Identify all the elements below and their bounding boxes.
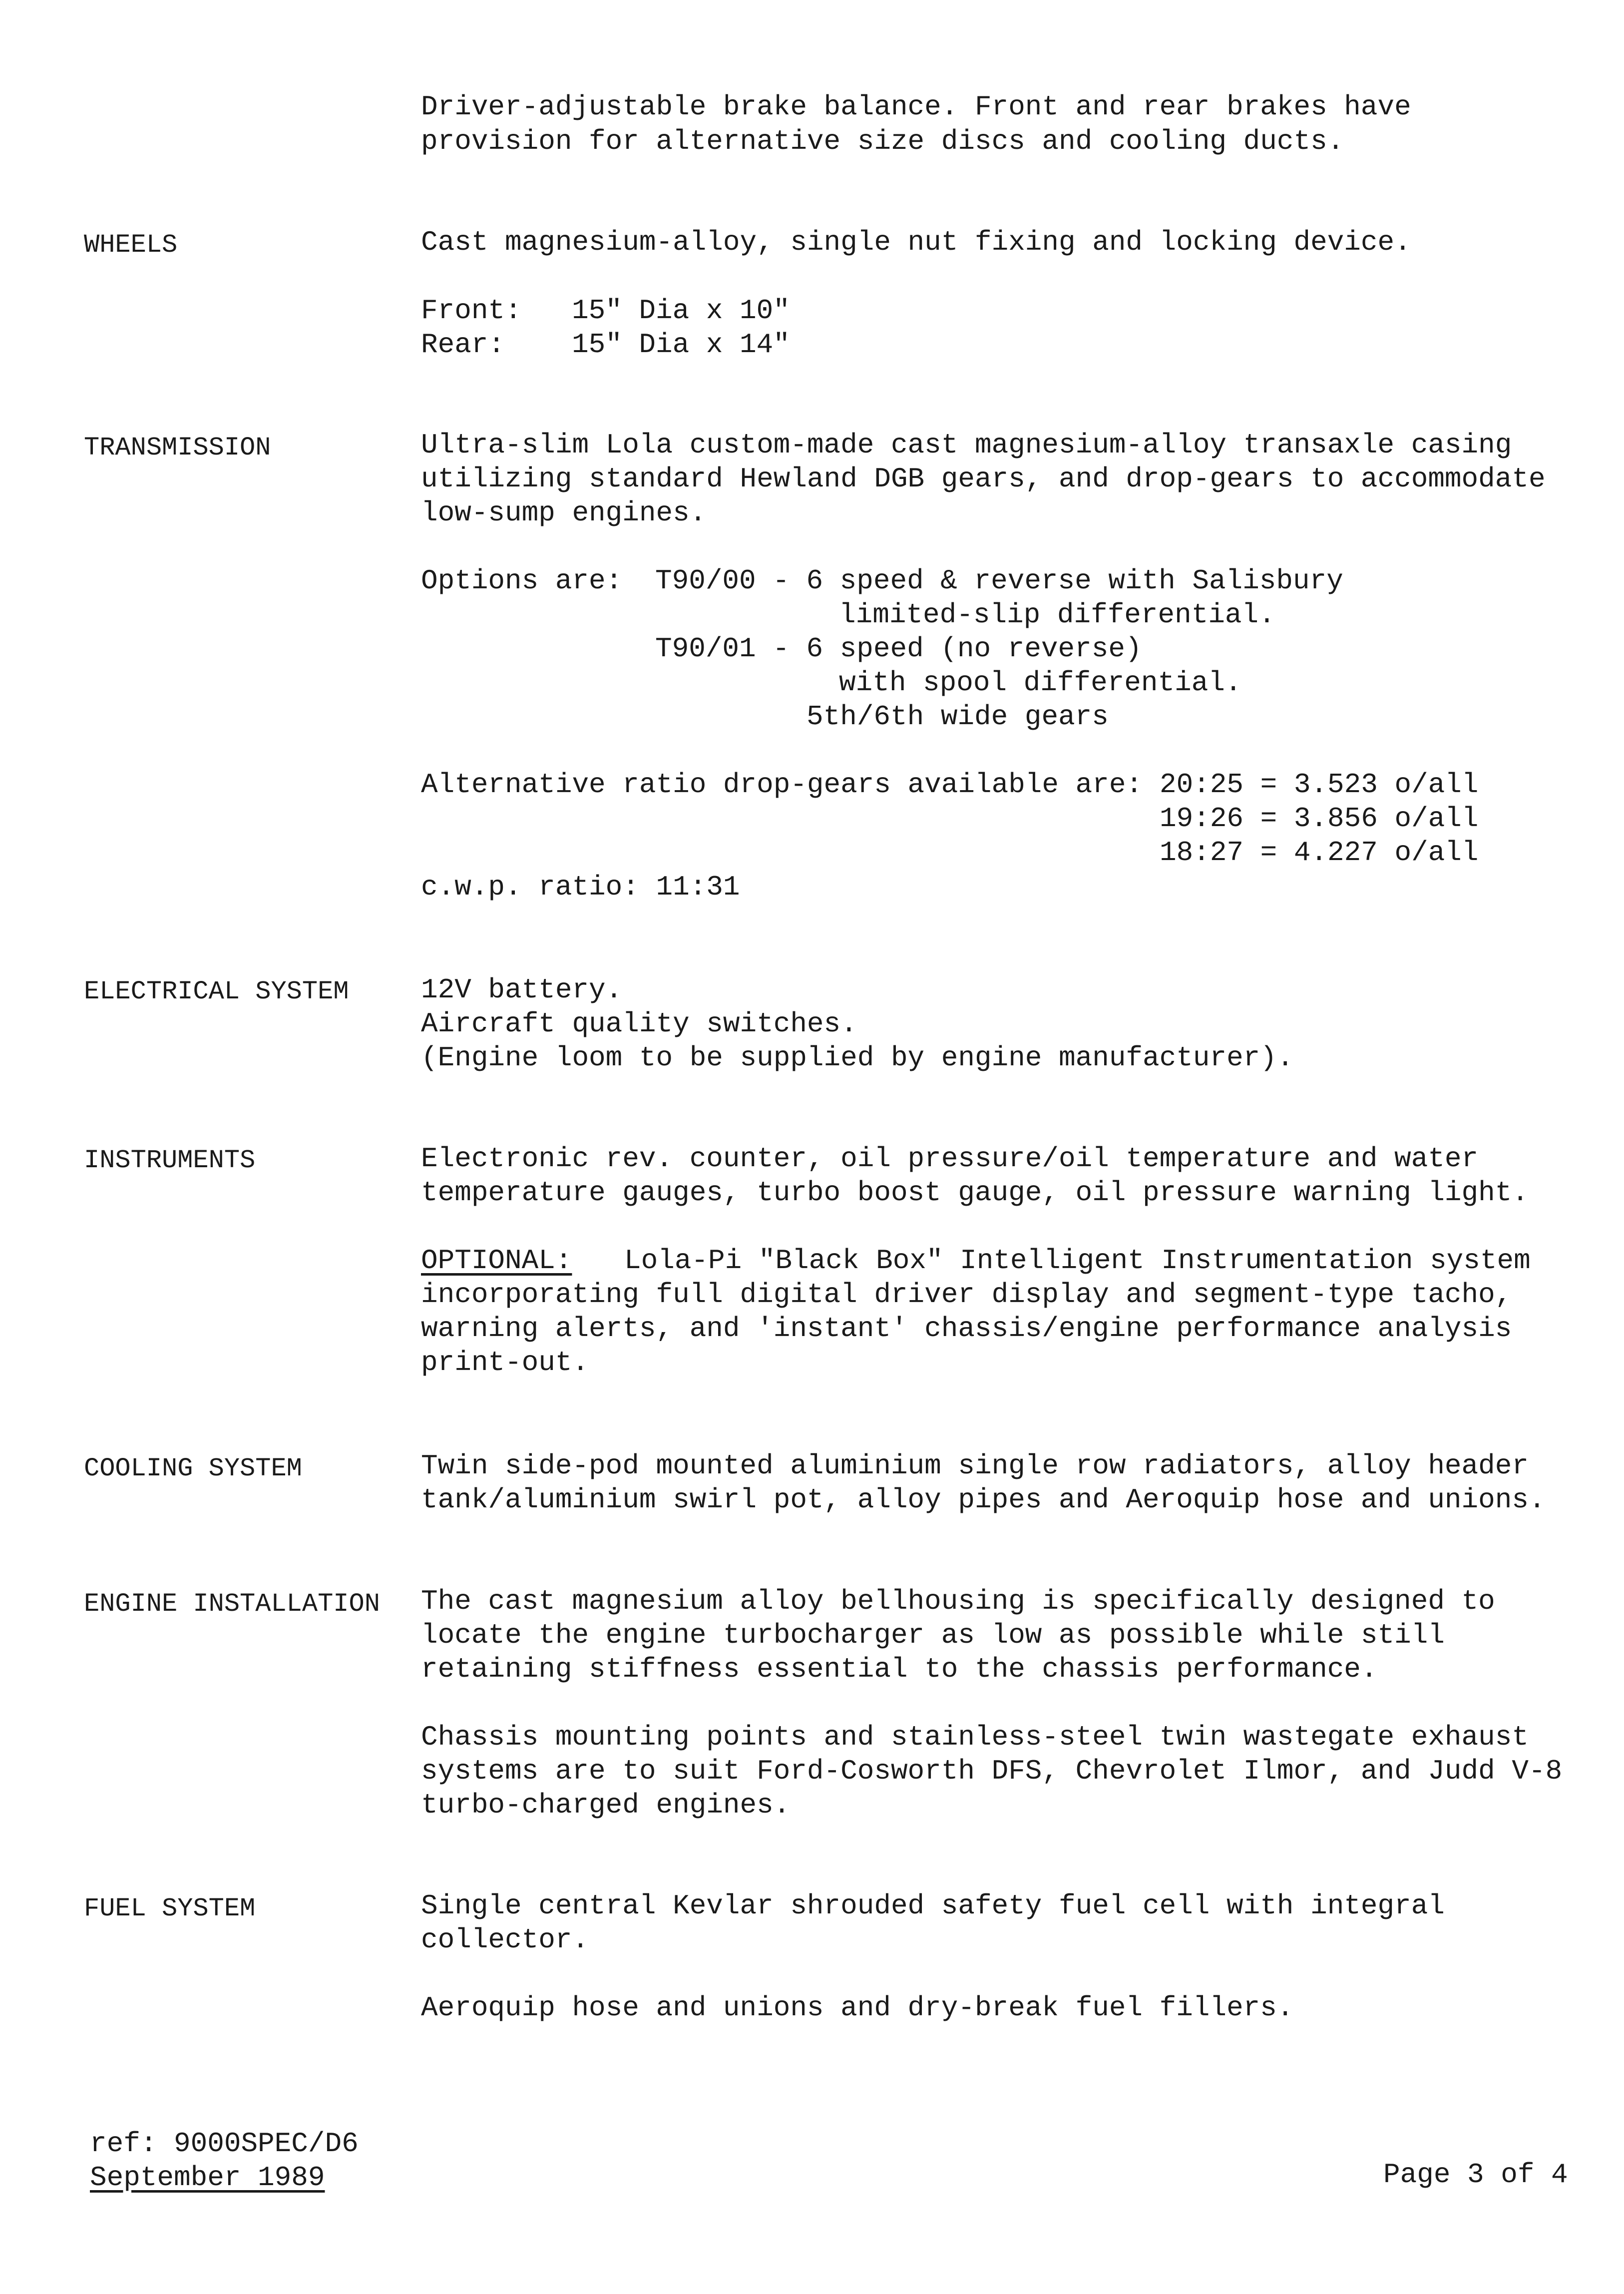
- transmission-option-1-cont: limited-slip differential.: [839, 599, 1275, 631]
- electrical-line-1: 12V battery.: [421, 974, 623, 1006]
- engine-line-6: turbo-charged engines.: [421, 1789, 791, 1821]
- instruments-optional-label: OPTIONAL:: [421, 1245, 572, 1277]
- cooling-line-2: tank/aluminium swirl pot, alloy pipes and Aeroquip hose and unions.: [421, 1484, 1546, 1516]
- transmission-option-2: T90/01 - 6 speed (no reverse): [655, 633, 1142, 665]
- wheels-description: Cast magnesium-alloy, single nut fixing and locking device.: [421, 226, 1411, 258]
- brakes-line-1: Driver-adjustable brake balance. Front and rear brakes have: [421, 91, 1411, 123]
- transmission-heading: TRANSMISSION: [84, 433, 271, 462]
- brakes-line-2: provision for alternative size discs and cooling ducts.: [421, 125, 1344, 157]
- cooling-line-1: Twin side-pod mounted aluminium single row radiators, alloy header: [421, 1450, 1529, 1482]
- fuel-line-3: Aeroquip hose and unions and dry-break fuel fillers.: [421, 1992, 1294, 2024]
- transmission-ratio-2: 19:26 = 3.856 o/all: [1160, 803, 1479, 835]
- transmission-cwp-ratio: c.w.p. ratio: 11:31: [421, 871, 740, 903]
- transmission-ratio-1: 20:25 = 3.523 o/all: [1160, 769, 1479, 801]
- instruments-heading: INSTRUMENTS: [84, 1146, 256, 1175]
- electrical-heading: ELECTRICAL SYSTEM: [84, 977, 349, 1006]
- transmission-option-2-cont: with spool differential.: [839, 667, 1242, 699]
- wheels-front-label: Front:: [421, 295, 522, 327]
- footer-page-number: Page 3 of 4: [1383, 2159, 1568, 2191]
- engine-heading: ENGINE INSTALLATION: [84, 1589, 380, 1619]
- instruments-optional-line-1: Lola-Pi "Black Box" Intelligent Instrumentation system: [624, 1245, 1531, 1277]
- engine-line-4: Chassis mounting points and stainless-steel twin wastegate exhaust: [421, 1721, 1529, 1753]
- engine-line-3: retaining stiffness essential to the chassis performance.: [421, 1653, 1378, 1685]
- instruments-line-2: temperature gauges, turbo boost gauge, oil pressure warning light.: [421, 1177, 1529, 1209]
- fuel-line-2: collector.: [421, 1924, 589, 1956]
- engine-line-2: locate the engine turbocharger as low as possible while still: [421, 1619, 1445, 1651]
- instruments-optional-line-2: incorporating full digital driver display and segment-type tacho,: [421, 1279, 1512, 1311]
- footer-date: September 1989: [90, 2162, 325, 2194]
- fuel-heading: FUEL SYSTEM: [84, 1894, 256, 1923]
- electrical-line-3: (Engine loom to be supplied by engine manufacturer).: [421, 1042, 1294, 1074]
- wheels-rear-value: 15" Dia x 14": [572, 329, 790, 361]
- transmission-line-3: low-sump engines.: [421, 497, 707, 529]
- wheels-rear-label: Rear:: [421, 329, 505, 361]
- wheels-heading: WHEELS: [84, 230, 178, 260]
- instruments-optional-line-4: print-out.: [421, 1347, 589, 1378]
- footer-ref: ref: 9000SPEC/D6: [90, 2128, 359, 2160]
- transmission-ratio-3: 18:27 = 4.227 o/all: [1160, 837, 1479, 869]
- transmission-line-2: utilizing standard Hewland DGB gears, and drop-gears to accommodate: [421, 463, 1546, 495]
- transmission-options-label: Options are:: [421, 565, 623, 597]
- transmission-wide-gears: 5th/6th wide gears: [807, 701, 1109, 733]
- instruments-optional-line-3: warning alerts, and 'instant' chassis/engine performance analysis: [421, 1313, 1512, 1345]
- transmission-ratio-label: Alternative ratio drop-gears available are:: [421, 769, 1143, 801]
- transmission-option-1: T90/00 - 6 speed & reverse with Salisbury: [655, 565, 1343, 597]
- electrical-line-2: Aircraft quality switches.: [421, 1008, 857, 1040]
- cooling-heading: COOLING SYSTEM: [84, 1454, 302, 1483]
- engine-line-1: The cast magnesium alloy bellhousing is specifically designed to: [421, 1585, 1495, 1617]
- instruments-line-1: Electronic rev. counter, oil pressure/oil temperature and water: [421, 1143, 1479, 1175]
- engine-line-5: systems are to suit Ford-Cosworth DFS, Chevrolet Ilmor, and Judd V-8: [421, 1755, 1563, 1787]
- wheels-front-value: 15" Dia x 10": [572, 295, 790, 327]
- fuel-line-1: Single central Kevlar shrouded safety fuel cell with integral: [421, 1890, 1445, 1922]
- transmission-line-1: Ultra-slim Lola custom-made cast magnesium-alloy transaxle casing: [421, 429, 1512, 461]
